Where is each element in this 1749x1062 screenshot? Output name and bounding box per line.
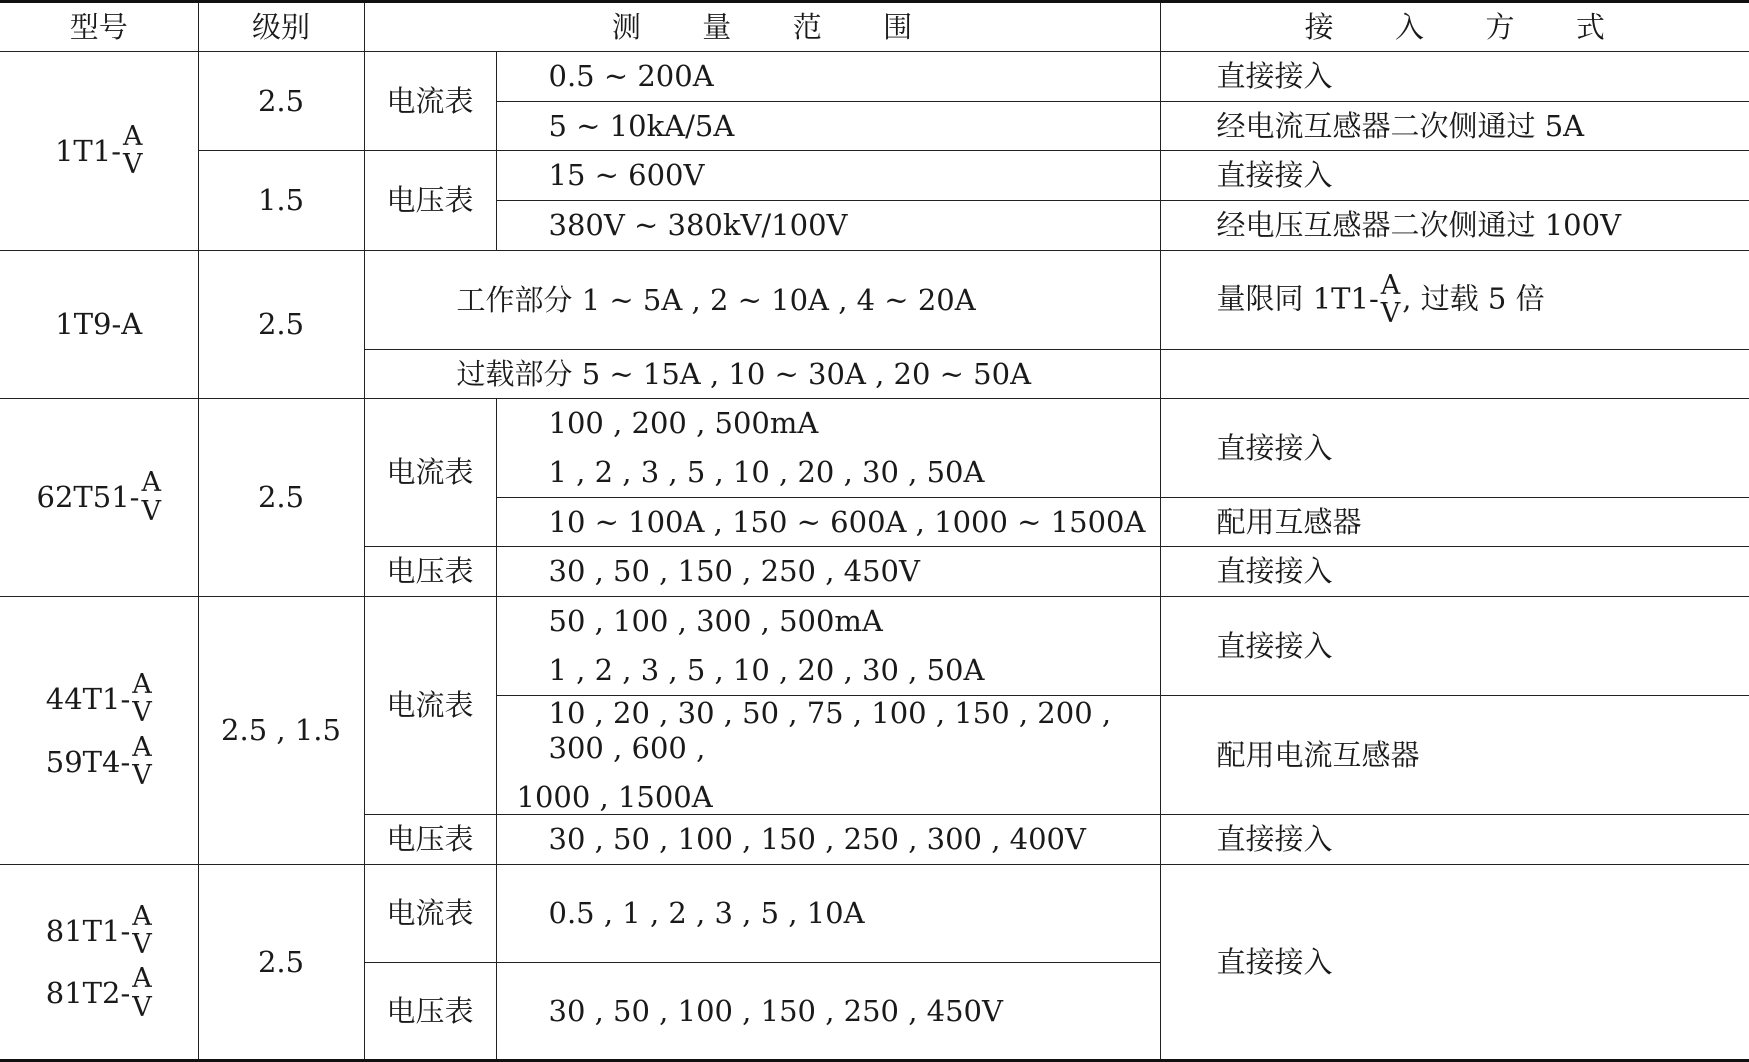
- header-model: 型号: [0, 2, 198, 52]
- unit-fraction: A V: [132, 963, 152, 1023]
- range-cell: 30 , 50 , 150 , 250 , 450V: [496, 547, 1160, 597]
- range-cell: 0.5 , 1 , 2 , 3 , 5 , 10A: [496, 865, 1160, 963]
- method-cell: 直接接入: [1160, 547, 1749, 597]
- grade-cell: 2.5: [198, 865, 364, 1061]
- meter-type-cell: 电压表: [364, 963, 496, 1061]
- range-cell: 10 ~ 100A , 150 ~ 600A , 1000 ~ 1500A: [496, 498, 1160, 547]
- method-cell: 直接接入: [1160, 52, 1749, 102]
- method-cell: 直接接入: [1160, 865, 1749, 1061]
- unit-fraction: A V: [132, 731, 152, 792]
- header-grade: 级别: [198, 2, 364, 52]
- table-row: [0, 52, 1749, 102]
- model-59t4: 59T4- A V: [45, 731, 152, 792]
- meter-type-cell: 电流表: [364, 865, 496, 963]
- method-cell: 直接接入: [1160, 151, 1749, 201]
- method-cell: 经电流互感器二次侧通过 5A: [1160, 102, 1749, 151]
- unit-fraction: A V: [141, 467, 161, 527]
- header-range: 测 量 范 围: [364, 2, 1160, 52]
- range-cell: 30 , 50 , 100 , 150 , 250 , 450V: [496, 963, 1160, 1061]
- meter-type-cell: 电压表: [364, 547, 496, 597]
- method-cell: 直接接入: [1160, 399, 1749, 498]
- method-cell: 配用互感器: [1160, 498, 1749, 547]
- header-row: [0, 2, 1749, 52]
- model-44t1: 44T1- A V: [45, 669, 152, 729]
- grade-cell: 2.5: [198, 52, 364, 151]
- range-cell: 30 , 50 , 100 , 150 , 250 , 300 , 400V: [496, 815, 1160, 865]
- range-cell: 50 , 100 , 300 , 500mA 1 , 2 , 3 , 5 , 10 , 20 , 30 , 50A: [496, 597, 1160, 696]
- meter-type-cell: 电压表: [364, 151, 496, 251]
- range-cell: 15 ~ 600V: [496, 151, 1160, 201]
- range-cell: 过载部分 5 ~ 15A , 10 ~ 30A , 20 ~ 50A: [364, 350, 1160, 399]
- grade-cell: 1.5: [198, 151, 364, 251]
- model-81t1: 81T1- A V: [45, 900, 152, 961]
- model-cell: [0, 597, 198, 865]
- model-1t1: 1T1- A V: [54, 120, 143, 180]
- table-row: [0, 597, 1749, 696]
- meter-type-cell: 电流表: [364, 52, 496, 151]
- method-cell: 经电压互感器二次侧通过 100V: [1160, 201, 1749, 251]
- header-method: 接 入 方 式: [1160, 2, 1749, 52]
- model-cell: [0, 52, 198, 251]
- meter-type-cell: 电压表: [364, 815, 496, 865]
- unit-fraction: A V: [1380, 269, 1401, 329]
- method-cell: [1160, 350, 1749, 399]
- method-cell: 配用电流互感器: [1160, 696, 1749, 815]
- table-row: [0, 151, 1749, 201]
- range-cell: 0.5 ~ 200A: [496, 52, 1160, 102]
- unit-fraction: A V: [132, 900, 152, 961]
- model-cell: [0, 865, 198, 1061]
- table-row: [0, 251, 1749, 350]
- model-cell: 1T9-A: [0, 251, 198, 399]
- grade-cell: 2.5: [198, 399, 364, 597]
- unit-fraction: A V: [123, 120, 143, 180]
- unit-fraction: A V: [132, 669, 152, 729]
- range-cell: 380V ~ 380kV/100V: [496, 201, 1160, 251]
- table-row: [0, 399, 1749, 498]
- meter-type-cell: 电流表: [364, 597, 496, 815]
- model-cell: [0, 399, 198, 597]
- method-cell: 直接接入: [1160, 597, 1749, 696]
- model-62t51: 62T51- A V: [36, 467, 161, 527]
- range-cell: 10 , 20 , 30 , 50 , 75 , 100 , 150 , 200 , 300 , 600 , 1000 , 1500A: [496, 696, 1160, 815]
- method-cell: 量限同 1T1- A V , 过载 5 倍: [1160, 251, 1749, 350]
- grade-cell: 2.5 , 1.5: [198, 597, 364, 865]
- table-row: [0, 865, 1749, 963]
- range-cell: 5 ~ 10kA/5A: [496, 102, 1160, 151]
- range-cell: 工作部分 1 ~ 5A , 2 ~ 10A , 4 ~ 20A: [364, 251, 1160, 350]
- range-cell: 100 , 200 , 500mA 1 , 2 , 3 , 5 , 10 , 20 , 30 , 50A: [496, 399, 1160, 498]
- meter-type-cell: 电流表: [364, 399, 496, 547]
- method-cell: 直接接入: [1160, 815, 1749, 865]
- model-81t2: 81T2- A V: [45, 963, 152, 1023]
- grade-cell: 2.5: [198, 251, 364, 399]
